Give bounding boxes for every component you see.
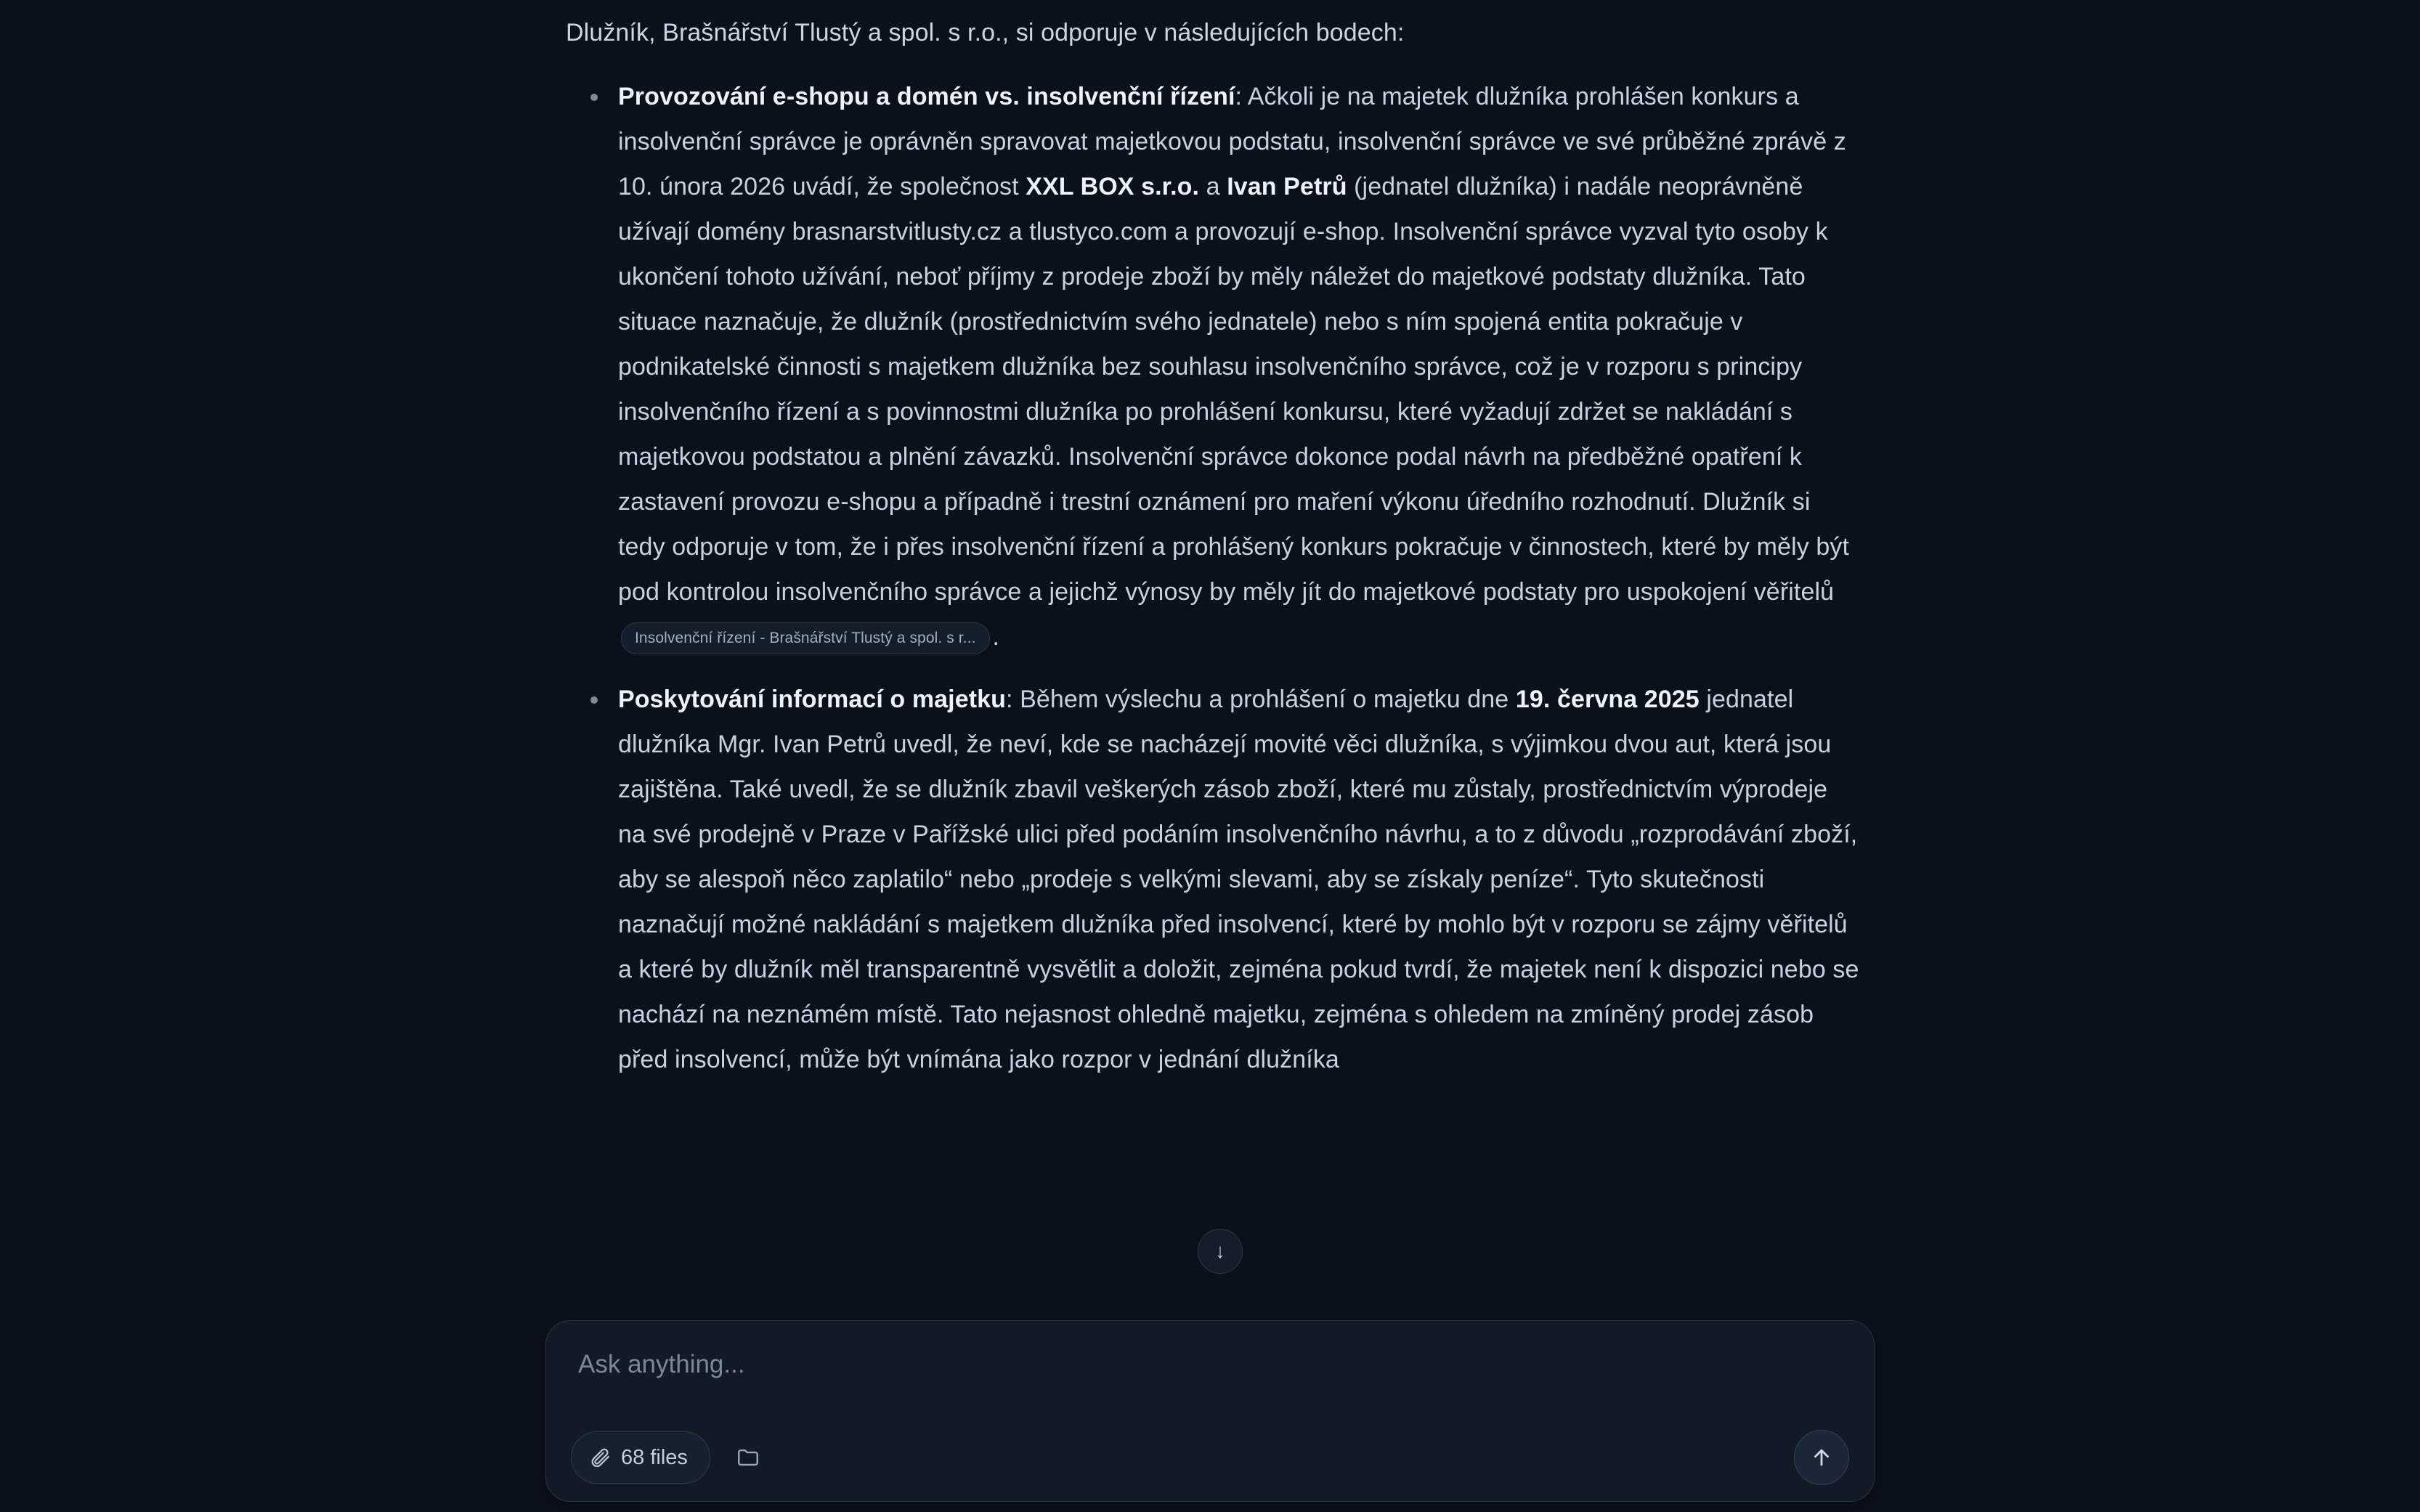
bullet-2-bold-1: 19. června 2025	[1515, 686, 1700, 713]
bullet-1-text-1: : Ačkoli je na majetek dlužníka prohlášen konkurs a insolvenční správce je oprávněn spravovat majetkovou podstatu, insolvenční správce ve své průběžné zprávě z 10. února 2026 uvádí, že společnost	[618, 83, 1846, 200]
message-intro-paragraph: Dlužník, Brašnářství Tlustý a spol. s r.o., si odporuje v následujících bodech:	[566, 19, 1405, 46]
bullet-1-bold-1: XXL BOX s.r.o.	[1026, 173, 1200, 200]
chat-input[interactable]	[571, 1343, 1849, 1382]
paperclip-icon	[589, 1447, 611, 1468]
arrow-up-icon	[1809, 1445, 1834, 1470]
attached-files-label: 68 files	[621, 1445, 688, 1469]
bullet-1-text-3: (jednatel dlužníka) i nadále neoprávněně užívají domény brasnarstvitlusty.cz a tlustyco.com a provozují e-shop. Insolvenční správce vyzval tyto osoby k ukončení tohoto užívání, neboť příjmy z prodeje zboží by měly náležet do majetkové podstaty dlužníka. Tato situace naznačuje, že dlužník (prostřednictvím svého jednatele) nebo s ním spojená entita pokračuje v podnikatelské činnosti s majetkem dlužníka bez souhlasu insolvenčního správce, což je v rozporu s principy insolvenčního řízení a s povinnostmi dlužníka po prohlášení konkursu, které vyžadují zdržet se nakládání s majetkovou podstatou a plnění závazků. Insolvenční správce dokonce podal návrh na předběžné opatření k zastavení provozu e-shopu a případně i trestní oznámení pro maření výkonu úředního rozhodnutí. Dlužník si tedy odporuje v tom, že i přes insolvenční řízení a prohlášený konkurs pokračuje v činnostech, které by měly být pod kontrolou insolvenčního správce a jejichž výnosy by měly jít do majetkové podstaty pro uspokojení věřitelů	[618, 173, 1850, 606]
arrow-down-icon: ↓	[1215, 1240, 1225, 1262]
composer-left-actions	[571, 1431, 768, 1484]
bullet-1-text-4: .	[992, 623, 1000, 651]
bullet-2-text-1: : Během výslechu a prohlášení o majetku dne	[1006, 686, 1516, 713]
folder-icon	[736, 1445, 760, 1470]
send-button[interactable]	[1794, 1430, 1849, 1485]
attached-files-chip[interactable]	[571, 1431, 710, 1484]
bullet-2-text-2: jednatel dlužníka Mgr. Ivan Petrů uvedl, že neví, kde se nacházejí movité věci dlužníka, s výjimkou dvou aut, která jsou zajištěna. Také uvedl, že se dlužník zbavil veškerých zásob zboží, které mu zůstaly, prostřednictvím výprodeje na své prodejně v Praze v Pařížské ulici před podáním insolvenčního návrhu, a to z důvodu „rozprodávání zboží, aby se alespoň něco zaplatilo“ nebo „prodeje s velkými slevami, aby se získaly peníze“. Tyto skutečnosti naznačují možné nakládání s majetkem dlužníka před insolvencí, které by mohlo být v rozporu se zájmy věřitelů a které by dlužník měl transparentně vysvětlit a doložit, zejména pokud tvrdí, že majetek není k dispozici nebo se nachází na neznámém místě. Tato nejasnost ohledně majetku, zejména s ohledem na zmíněný prodej zásob před insolvencí, může být vnímána jako rozpor v jednání dlužníka	[618, 686, 1859, 1073]
bullet-1-text-2: a	[1199, 173, 1227, 200]
folder-button[interactable]	[728, 1437, 768, 1478]
list-item	[560, 74, 1860, 659]
bullet-1-bold-2: Ivan Petrů	[1227, 173, 1347, 200]
list-item	[560, 677, 1860, 1082]
composer[interactable]	[545, 1320, 1875, 1502]
assistant-message	[560, 0, 1860, 1082]
bullet-2-lead: Poskytování informací o majetku	[618, 686, 1007, 713]
composer-container	[0, 1320, 2420, 1512]
composer-toolbar	[571, 1430, 1849, 1485]
citation-chip[interactable]: Insolvenční řízení - Brašnářství Tlustý a spol. s r...	[621, 622, 990, 654]
bullet-list	[560, 74, 1860, 1082]
scroll-to-bottom-button[interactable]	[1198, 1229, 1243, 1274]
bullet-1-lead: Provozování e-shopu a domén vs. insolvenční řízení	[618, 83, 1235, 110]
